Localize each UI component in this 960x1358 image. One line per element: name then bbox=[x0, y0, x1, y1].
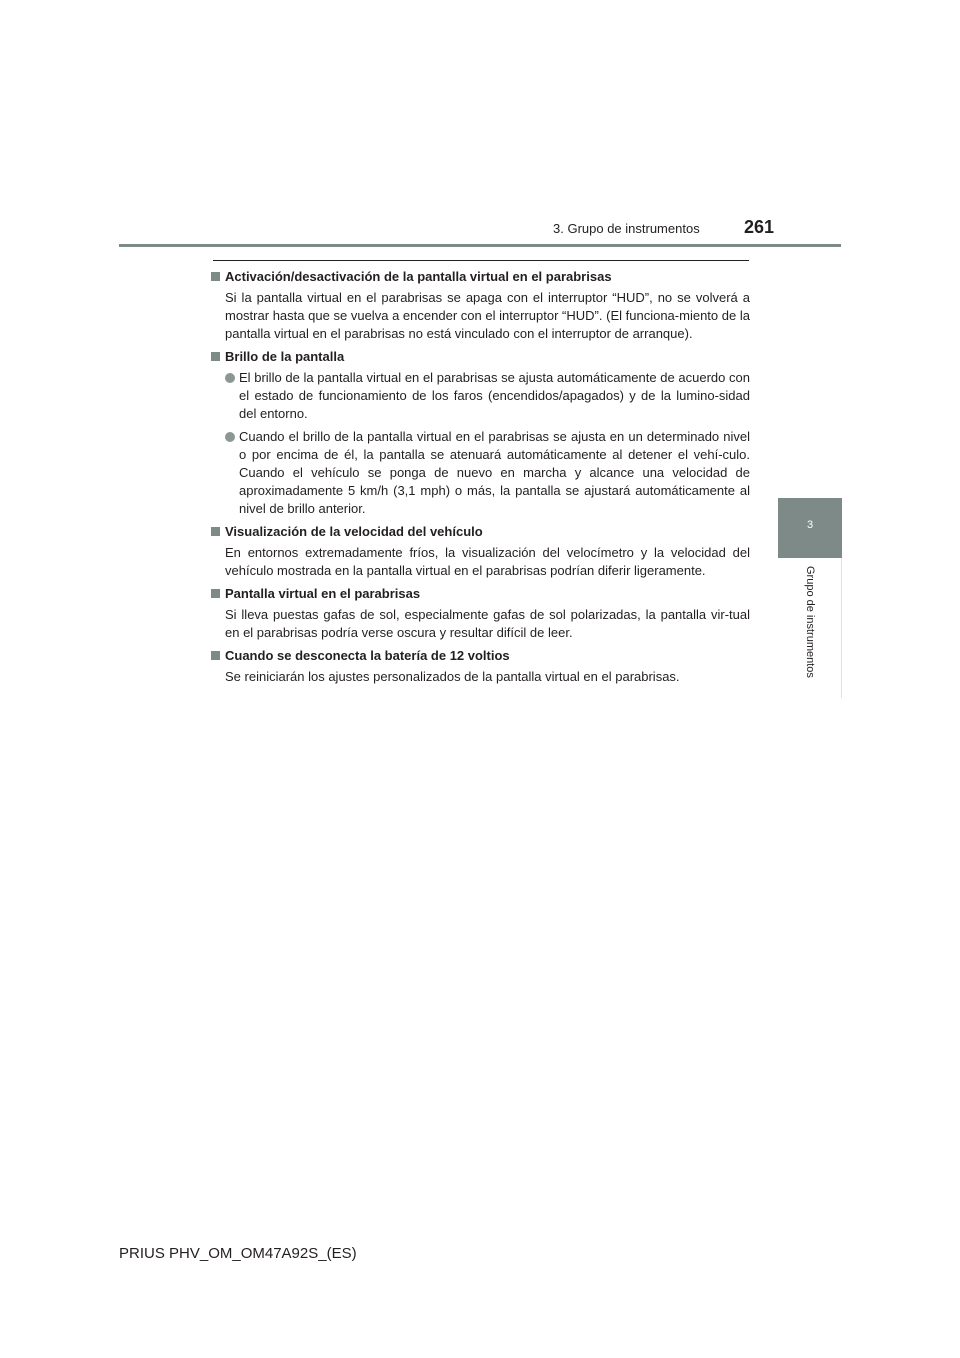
chapter-tab-label: Grupo de instrumentos bbox=[804, 566, 816, 678]
square-bullet-icon bbox=[211, 527, 220, 536]
section-paragraph: En entornos extremadamente fríos, la visualización del velocímetro y la velocidad del vehículo mostrada en la pantalla virtual en el parabrisas podrían diferir ligeramente. bbox=[225, 545, 750, 578]
footer-doc-code: PRIUS PHV_OM_OM47A92S_(ES) bbox=[119, 1245, 357, 1262]
section-title bbox=[210, 268, 750, 286]
section-speed-display bbox=[210, 523, 750, 580]
list-item bbox=[210, 428, 750, 518]
chapter-tab-number: 3 bbox=[806, 519, 814, 531]
section-title-text: Activación/desactivación de la pantalla virtual en el parabrisas bbox=[225, 269, 612, 284]
section-title-text: Visualización de la velocidad del vehículo bbox=[225, 524, 483, 539]
section-paragraph: Si lleva puestas gafas de sol, especialmente gafas de sol polarizadas, la pantalla vir-tual en el parabrisas podría verse oscura y resultar difícil de leer. bbox=[225, 607, 750, 640]
chapter-tab[interactable] bbox=[778, 498, 842, 558]
list-item-text: Cuando el brillo de la pantalla virtual en el parabrisas se ajusta en un determinado nivel o por encima de él, la pantalla se atenuará automáticamente al detener el vehí-culo. Cuando el vehículo se ponga de nuevo en marcha y alcance una velocidad de aproximadamente 5 km/h (3,1 mph) o más, la pantalla se ajustará automáticamente al nivel de brillo anterior. bbox=[239, 429, 750, 516]
section-title-text: Pantalla virtual en el parabrisas bbox=[225, 586, 421, 601]
header-rule bbox=[119, 244, 841, 247]
section-battery-disconnect bbox=[210, 647, 750, 686]
circle-bullet-icon bbox=[225, 373, 235, 383]
square-bullet-icon bbox=[211, 651, 220, 660]
circle-bullet-icon bbox=[225, 432, 235, 442]
square-bullet-icon bbox=[211, 589, 220, 598]
square-bullet-icon bbox=[211, 272, 220, 281]
square-bullet-icon bbox=[211, 352, 220, 361]
section-virtual-display bbox=[210, 585, 750, 642]
section-title bbox=[210, 348, 750, 366]
section-title bbox=[210, 647, 750, 665]
page-number: 261 bbox=[743, 217, 774, 237]
section-hud-toggle bbox=[210, 268, 750, 343]
header-chapter-title: 3. Grupo de instrumentos bbox=[553, 221, 700, 236]
section-brightness bbox=[210, 348, 750, 518]
list-item-text: El brillo de la pantalla virtual en el parabrisas se ajusta automáticamente de acuerdo con el estado de funcionamiento de los faros (encendidos/apagados) y de la lumino-sidad del entorno. bbox=[239, 370, 750, 421]
section-title-text: Cuando se desconecta la batería de 12 voltios bbox=[225, 648, 510, 663]
section-paragraph: Se reiniciarán los ajustes personalizados de la pantalla virtual en el parabrisas. bbox=[225, 669, 680, 684]
section-title bbox=[210, 523, 750, 541]
section-title-text: Brillo de la pantalla bbox=[225, 349, 345, 364]
page-content bbox=[210, 268, 750, 691]
section-title bbox=[210, 585, 750, 603]
content-rule bbox=[213, 260, 749, 261]
list-item bbox=[210, 369, 750, 423]
section-paragraph: Si la pantalla virtual en el parabrisas se apaga con el interruptor “HUD”, no se volverá a mostrar hasta que se vuelva a encender con el interruptor “HUD”. (El funciona-miento de la pantalla virtual en el parabrisas no está vinculado con el interruptor de arranque). bbox=[225, 290, 750, 341]
